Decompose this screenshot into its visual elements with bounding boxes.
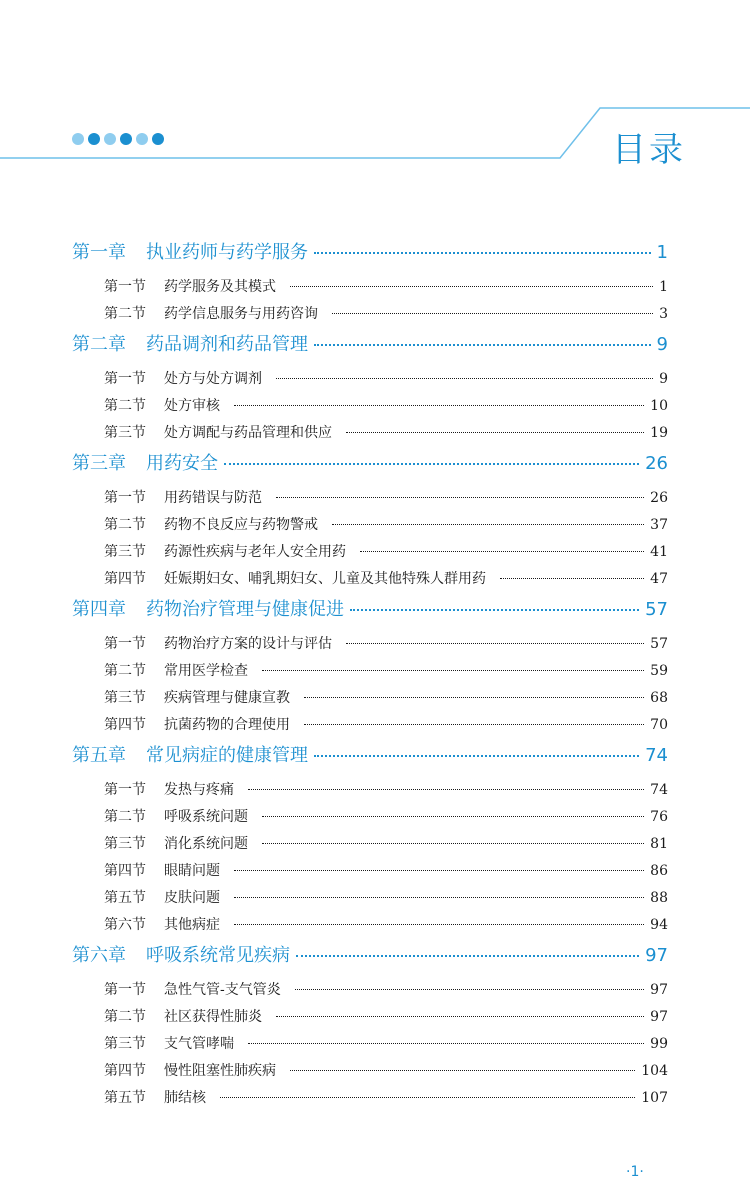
toc-chapter-row[interactable] [72,238,668,268]
dot-leader [276,378,653,379]
section-page: 3 [659,306,668,322]
section-title: 药源性疾病与老年人安全用药 [164,544,346,560]
dot-leader [500,578,644,579]
section-label [104,660,248,680]
dot-icon [104,133,116,145]
dot-leader [304,724,644,725]
toc-section-row[interactable] [72,368,668,395]
chapter-number: 第二章 [72,334,126,355]
section-label [104,1033,234,1053]
section-label [104,276,276,296]
dot-leader [224,463,639,465]
dot-icon [88,133,100,145]
toc-section-row[interactable] [72,914,668,941]
toc-section-row[interactable] [72,303,668,330]
section-label [104,779,234,799]
chapter-page: 1 [656,242,668,263]
chapter-number: 第三章 [72,453,126,474]
toc-chapter-row[interactable] [72,941,668,971]
section-label [104,833,248,853]
section-title: 药物治疗方案的设计与评估 [164,636,332,652]
section-page: 26 [650,490,668,506]
section-number: 第三节 [104,690,146,706]
section-page: 37 [650,517,668,533]
section-title: 社区获得性肺炎 [164,1009,262,1025]
section-label [104,860,220,880]
section-page: 94 [650,917,668,933]
toc-section-row[interactable] [72,887,668,914]
toc-section-row[interactable] [72,806,668,833]
dot-leader [314,252,651,254]
section-label [104,303,318,323]
dot-leader [248,789,644,790]
dot-leader [248,1043,644,1044]
section-number: 第四节 [104,863,146,879]
section-number: 第二节 [104,306,146,322]
decorative-dots [72,133,164,145]
toc-section-row[interactable] [72,541,668,568]
dot-leader [346,643,644,644]
dot-leader [234,897,644,898]
section-page: 76 [650,809,668,825]
dot-leader [262,816,644,817]
section-number: 第四节 [104,1063,146,1079]
section-label [104,633,332,653]
toc-section-row[interactable] [72,860,668,887]
section-number: 第三节 [104,836,146,852]
section-title: 其他病症 [164,917,220,933]
chapter-label [72,238,308,264]
chapter-label [72,595,344,621]
dot-leader [296,955,639,957]
section-number: 第三节 [104,544,146,560]
chapter-title: 常见病症的健康管理 [146,745,308,766]
dot-leader [295,989,644,990]
section-label [104,887,220,907]
toc-section-row[interactable] [72,1033,668,1060]
toc-section-row[interactable] [72,514,668,541]
section-title: 发热与疼痛 [164,782,234,798]
dot-leader [304,697,644,698]
toc-section-row[interactable] [72,833,668,860]
section-title: 用药错误与防范 [164,490,262,506]
chapter-label [72,941,290,967]
chapter-title: 用药安全 [146,453,218,474]
section-label [104,914,220,934]
section-number: 第四节 [104,717,146,733]
section-title: 药物不良反应与药物警戒 [164,517,318,533]
section-page: 97 [650,1009,668,1025]
chapter-title: 药物治疗管理与健康促进 [146,599,344,620]
section-number: 第三节 [104,1036,146,1052]
section-label [104,1006,262,1026]
section-number: 第二节 [104,663,146,679]
section-page: 68 [650,690,668,706]
section-title: 支气管哮喘 [164,1036,234,1052]
toc-section-row[interactable] [72,395,668,422]
toc-section-row[interactable] [72,1006,668,1033]
dot-leader [262,843,644,844]
section-page: 86 [650,863,668,879]
toc-section-row[interactable] [72,979,668,1006]
section-title: 处方调配与药品管理和供应 [164,425,332,441]
section-number: 第三节 [104,425,146,441]
page-title: 目录 [612,130,686,170]
chapter-page: 97 [645,945,668,966]
section-label [104,368,262,388]
chapter-label [72,449,218,475]
section-label [104,395,220,415]
toc-section-row[interactable] [72,568,668,595]
dot-leader [332,524,644,525]
section-number: 第二节 [104,517,146,533]
table-of-contents [72,238,668,1114]
dot-leader [262,670,644,671]
section-page: 97 [650,982,668,998]
toc-section-row[interactable] [72,633,668,660]
section-label [104,514,318,534]
section-page: 107 [641,1090,668,1106]
section-label [104,422,332,442]
chapter-page: 74 [645,745,668,766]
section-number: 第四节 [104,571,146,587]
section-title: 呼吸系统问题 [164,809,248,825]
section-title: 眼睛问题 [164,863,220,879]
toc-section-row[interactable] [72,487,668,514]
dot-leader [290,286,653,287]
section-page: 74 [650,782,668,798]
chapter-title: 呼吸系统常见疾病 [146,945,290,966]
section-label [104,1087,206,1107]
section-page: 9 [659,371,668,387]
chapter-label [72,330,308,356]
section-number: 第一节 [104,982,146,998]
toc-chapter-row[interactable] [72,330,668,360]
dot-leader [314,755,639,757]
dot-icon [152,133,164,145]
chapter-number: 第六章 [72,945,126,966]
section-title: 皮肤问题 [164,890,220,906]
section-title: 常用医学检查 [164,663,248,679]
section-label [104,541,346,561]
section-title: 处方审核 [164,398,220,414]
section-number: 第二节 [104,809,146,825]
section-label [104,687,290,707]
section-number: 第五节 [104,890,146,906]
section-number: 第五节 [104,1090,146,1106]
dot-leader [234,870,644,871]
section-page: 57 [650,636,668,652]
section-page: 70 [650,717,668,733]
section-page: 99 [650,1036,668,1052]
toc-chapter-row[interactable] [72,595,668,625]
section-title: 抗菌药物的合理使用 [164,717,290,733]
section-title: 急性气管-支气管炎 [164,982,281,998]
section-label [104,979,281,999]
toc-chapter-row[interactable] [72,741,668,771]
dot-leader [234,924,644,925]
section-number: 第一节 [104,371,146,387]
section-title: 妊娠期妇女、哺乳期妇女、儿童及其他特殊人群用药 [164,571,486,587]
section-page: 41 [650,544,668,560]
section-page: 59 [650,663,668,679]
section-page: 19 [650,425,668,441]
section-page: 104 [641,1063,668,1079]
section-title: 药学信息服务与用药咨询 [164,306,318,322]
toc-section-row[interactable] [72,714,668,741]
chapter-page: 57 [645,599,668,620]
section-number: 第二节 [104,1009,146,1025]
toc-section-row[interactable] [72,779,668,806]
section-title: 处方与处方调剂 [164,371,262,387]
section-number: 第一节 [104,782,146,798]
dot-leader [276,497,644,498]
section-page: 81 [650,836,668,852]
section-number: 第二节 [104,398,146,414]
dot-leader [346,432,644,433]
section-label [104,714,290,734]
chapter-page: 26 [645,453,668,474]
section-title: 药学服务及其模式 [164,279,276,295]
chapter-title: 药品调剂和药品管理 [146,334,308,355]
section-page: 88 [650,890,668,906]
section-title: 肺结核 [164,1090,206,1106]
toc-section-row[interactable] [72,687,668,714]
section-title: 慢性阻塞性肺疾病 [164,1063,276,1079]
dot-leader [332,313,653,314]
chapter-number: 第一章 [72,242,126,263]
dot-leader [360,551,644,552]
section-page: 10 [650,398,668,414]
section-page: 1 [659,279,668,295]
section-number: 第一节 [104,636,146,652]
dot-icon [120,133,132,145]
section-number: 第一节 [104,490,146,506]
toc-section-row[interactable] [72,422,668,449]
dot-icon [136,133,148,145]
section-label [104,1060,276,1080]
section-label [104,568,486,588]
section-page: 47 [650,571,668,587]
section-label [104,487,262,507]
dot-leader [290,1070,635,1071]
section-title: 疾病管理与健康宣教 [164,690,290,706]
dot-leader [220,1097,635,1098]
chapter-number: 第五章 [72,745,126,766]
section-title: 消化系统问题 [164,836,248,852]
toc-section-row[interactable] [72,660,668,687]
toc-section-row[interactable] [72,1087,668,1114]
toc-chapter-row[interactable] [72,449,668,479]
chapter-number: 第四章 [72,599,126,620]
chapter-page: 9 [656,334,668,355]
dot-leader [234,405,644,406]
section-number: 第六节 [104,917,146,933]
chapter-label [72,741,308,767]
section-number: 第一节 [104,279,146,295]
chapter-title: 执业药师与药学服务 [146,242,308,263]
section-label [104,806,248,826]
dot-icon [72,133,84,145]
toc-section-row[interactable] [72,276,668,303]
toc-section-row[interactable] [72,1060,668,1087]
dot-leader [350,609,639,611]
page-number: ·1· [626,1164,644,1180]
dot-leader [276,1016,644,1017]
dot-leader [314,344,651,346]
